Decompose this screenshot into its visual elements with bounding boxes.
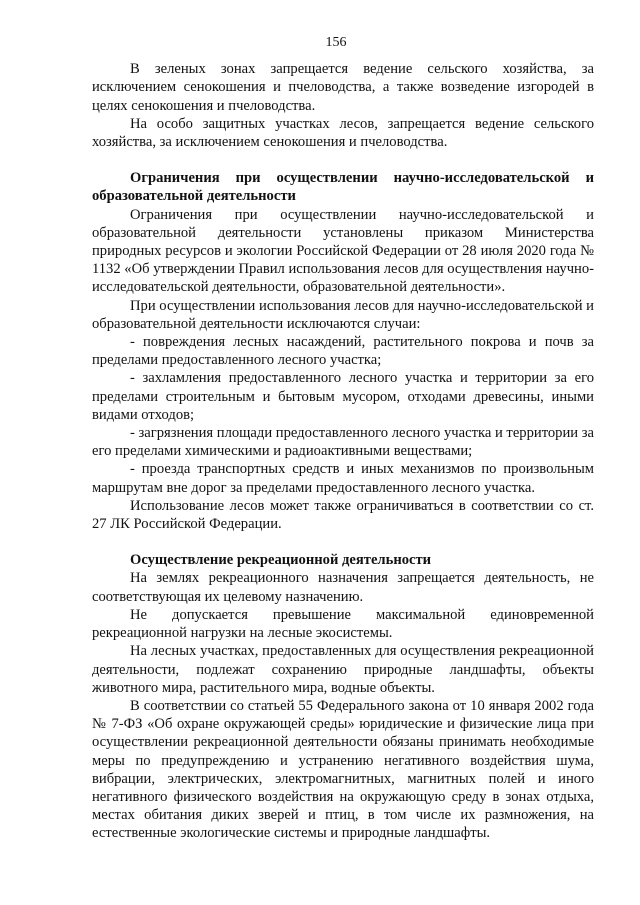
list-item: - захламления предоставленного лесного участка и территории за его пределами строительным и бытовым мусором, отходами древесины, иными видами отходов;: [92, 370, 594, 423]
paragraph-federal-law: В соответствии со статьей 55 Федерального закона от 10 января 2002 года № 7-ФЗ «Об охране окружающей среды» юридические и физические лица при осуществлении рекреационной деятельности обязаны принимать необходимые меры по предупреждению и устранению негативного воздействия шума, вибрации, электрических, электромагнитных, магнитных полей и иного негативного физического воздействия на окружающую среду в зонах отдыха, местах обитания диких зверей и птиц, в том числе их размножения, на естественные экологические системы и природные ландшафты.: [92, 697, 594, 842]
document-page: [92, 34, 594, 843]
paragraph-research-cases: При осуществлении использования лесов для научно-исследовательской и образовательной деятельности исключаются случаи:: [92, 297, 594, 332]
page-number: 156: [325, 35, 347, 50]
heading-recreation: Осуществление рекреационной деятельности: [130, 552, 432, 569]
heading-research-education: Ограничения при осуществлении научно-исследовательской и образовательной деятельности: [92, 170, 594, 205]
paragraph-article-27: Использование лесов может также ограничиваться в соответствии со ст. 27 ЛК Российской Федерации.: [92, 497, 594, 533]
section-gap: [92, 151, 594, 169]
paragraph-research-order: Ограничения при осуществлении научно-исследовательской и образовательной деятельности установлены приказом Министерства природных ресурсов и экологии Российской Федерации от 28 июля 2020 года № 1132 «Об утверждении Правил использования лесов для осуществления научно-исследовательской деятельности, образовательной деятельности».: [92, 206, 595, 296]
section-gap: [92, 533, 594, 551]
list-item: - загрязнения площади предоставленного лесного участка и территории за его пределами химическими и радиоактивными веществами;: [92, 425, 594, 460]
list-item: - повреждения лесных насаждений, растительного покрова и почв за пределами предоставленного лесного участка;: [92, 334, 594, 369]
paragraph-recreation-load: Не допускается превышение максимальной единовременной рекреационной нагрузки на лесные экосистемы.: [92, 606, 594, 642]
paragraph-recreation-lands: На землях рекреационного назначения запрещается деятельность, не соответствующая их целевому назначению.: [92, 570, 594, 605]
paragraph-recreation-preserve: На лесных участках, предоставленных для осуществления рекреационной деятельности, подлежат сохранению природные ландшафты, объекты животного мира, растительного мира, водные объекты.: [92, 643, 594, 696]
paragraph-green-zones: В зеленых зонах запрещается ведение сельского хозяйства, за исключением сенокошения и пчеловодства, а также возведение изгородей в целях сенокошения и пчеловодства.: [92, 61, 594, 114]
paragraph-protective-areas: На особо защитных участках лесов, запрещается ведение сельского хозяйства, за исключением сенокошения и пчеловодства.: [92, 115, 594, 151]
list-item: - проезда транспортных средств и иных механизмов по произвольным маршрутам вне дорог за пределами предоставленного лесного участка.: [92, 461, 594, 496]
